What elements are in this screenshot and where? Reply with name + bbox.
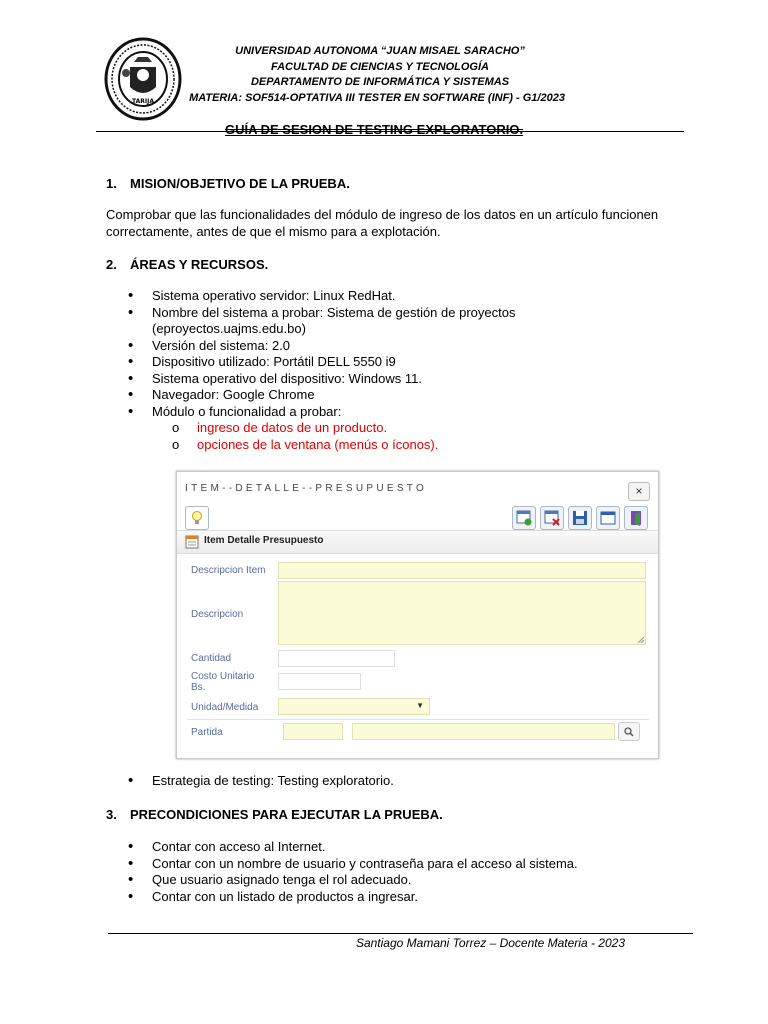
help-button[interactable] bbox=[185, 506, 209, 530]
chevron-down-icon: ▼ bbox=[416, 701, 424, 710]
label-cantidad: Cantidad bbox=[191, 653, 232, 664]
document-title: GUÍA DE SESION DE TESTING EXPLORATORIO. bbox=[225, 122, 524, 137]
list-item: • Sistema operativo servidor: Linux RedHat. bbox=[126, 288, 546, 305]
save-icon bbox=[569, 507, 591, 529]
add-record-icon bbox=[513, 507, 535, 529]
window-title: ITEM--DETALLE--PRESUPUESTO bbox=[185, 483, 428, 494]
window-view-button[interactable] bbox=[596, 506, 620, 530]
lightbulb-icon bbox=[186, 507, 208, 529]
list-item: • Contar con acceso al Internet. bbox=[126, 839, 646, 856]
list-item: • Contar con un listado de productos a ingresar. bbox=[126, 889, 646, 906]
page-footer bbox=[108, 936, 625, 950]
section-1-text: Comprobar que las funcionalidades del módulo de ingreso de los datos en un artículo funcionen correctamente, antes de que el mismo para a explotación. bbox=[106, 207, 659, 239]
list-item: • Dispositivo utilizado: Portátil DELL 5550 i9 bbox=[126, 354, 546, 371]
label-descripcion-item: Descripcion Item bbox=[191, 565, 266, 576]
footer-text: Santiago Mamani Torrez – Docente Materia - 2023 bbox=[355, 936, 625, 950]
unidad-medida-select[interactable] bbox=[278, 698, 430, 715]
list-item: • Nombre del sistema a probar: Sistema de gestión de proyectos (eproyectos.uajms.edu.bo) bbox=[126, 305, 546, 338]
divider bbox=[187, 719, 649, 720]
section-1-title: MISION/OBJETIVO DE LA PRUEBA. bbox=[130, 176, 350, 191]
section-1-heading bbox=[106, 176, 350, 191]
item-detalle-presupuesto-window bbox=[176, 471, 659, 759]
list-item: • Contar con un nombre de usuario y contraseña para el acceso al sistema. bbox=[126, 856, 646, 873]
header-department: DEPARTAMENTO DE INFORMÁTICA Y SISTEMAS bbox=[250, 76, 510, 88]
delete-record-icon bbox=[541, 507, 563, 529]
university-seal-logo bbox=[104, 37, 182, 121]
label-partida: Partida bbox=[191, 727, 223, 738]
sub-item-text: opciones de la ventana (menús o íconos). bbox=[197, 436, 439, 452]
list-item: • Que usuario asignado tenga el rol adecuado. bbox=[126, 872, 646, 889]
search-icon bbox=[619, 723, 639, 740]
sub-item-text: ingreso de datos de un producto. bbox=[197, 420, 388, 435]
resize-handle-icon[interactable] bbox=[638, 637, 644, 643]
logo-text: TARIJA bbox=[132, 98, 154, 105]
save-button[interactable] bbox=[568, 506, 592, 530]
list-item: • Navegador: Google Chrome bbox=[126, 387, 546, 404]
section-2-heading bbox=[106, 257, 268, 272]
resources-list bbox=[126, 288, 546, 420]
cantidad-input[interactable] bbox=[278, 650, 395, 667]
header-university: UNIVERSIDAD AUTONOMA “JUAN MISAEL SARACHO” bbox=[235, 45, 525, 57]
partida-code-input[interactable] bbox=[283, 723, 343, 740]
window-icon bbox=[597, 507, 619, 529]
section-2-title: ÁREAS Y RECURSOS. bbox=[130, 257, 269, 272]
partida-name-input[interactable] bbox=[352, 723, 615, 740]
costo-unitario-input[interactable] bbox=[278, 673, 361, 690]
footer-rule bbox=[108, 933, 693, 934]
new-record-button[interactable] bbox=[512, 506, 536, 530]
descripcion-textarea[interactable] bbox=[278, 581, 646, 645]
section-3-heading bbox=[106, 807, 443, 822]
header-course: MATERIA: SOF514-OPTATIVA III TESTER EN SOFTWARE (INF) - G1/2023 bbox=[189, 91, 565, 104]
list-item: o ingreso de datos de un producto. bbox=[172, 420, 388, 435]
list-item: • Versión del sistema: 2.0 bbox=[126, 338, 546, 355]
section-1-number: 1. bbox=[106, 176, 117, 191]
list-item: o opciones de la ventana (menús o íconos). bbox=[172, 436, 439, 452]
label-descripcion: Descripcion bbox=[191, 609, 244, 620]
preconditions-list bbox=[126, 839, 646, 905]
label-unidad-medida: Unidad/Medida bbox=[191, 702, 259, 713]
list-item: • Estrategia de testing: Testing exploratorio. bbox=[126, 773, 626, 790]
document-header bbox=[180, 44, 580, 106]
window-toolbar bbox=[180, 506, 654, 530]
exit-button[interactable] bbox=[624, 506, 648, 530]
form-icon bbox=[185, 535, 199, 549]
section-2-number: 2. bbox=[106, 257, 117, 272]
strategy-list bbox=[126, 773, 626, 790]
panel-header bbox=[177, 530, 658, 554]
list-item: • Sistema operativo del dispositivo: Windows 11. bbox=[126, 371, 546, 388]
module-sublist bbox=[170, 420, 438, 453]
exit-door-icon bbox=[625, 507, 647, 529]
delete-record-button[interactable] bbox=[540, 506, 564, 530]
section-3-title: PRECONDICIONES PARA EJECUTAR LA PRUEBA. bbox=[130, 807, 443, 822]
list-item: • Módulo o funcionalidad a probar: bbox=[126, 404, 546, 421]
label-costo-unitario: Costo Unitario Bs. bbox=[191, 671, 255, 693]
panel-title: Item Detalle Presupuesto bbox=[204, 535, 324, 546]
descripcion-item-input[interactable] bbox=[278, 562, 646, 579]
search-partida-button[interactable] bbox=[618, 722, 640, 741]
close-button[interactable]: × bbox=[628, 482, 650, 501]
header-faculty: FACULTAD DE CIENCIAS Y TECNOLOGÍA bbox=[271, 60, 489, 73]
section-3-number: 3. bbox=[106, 807, 117, 822]
